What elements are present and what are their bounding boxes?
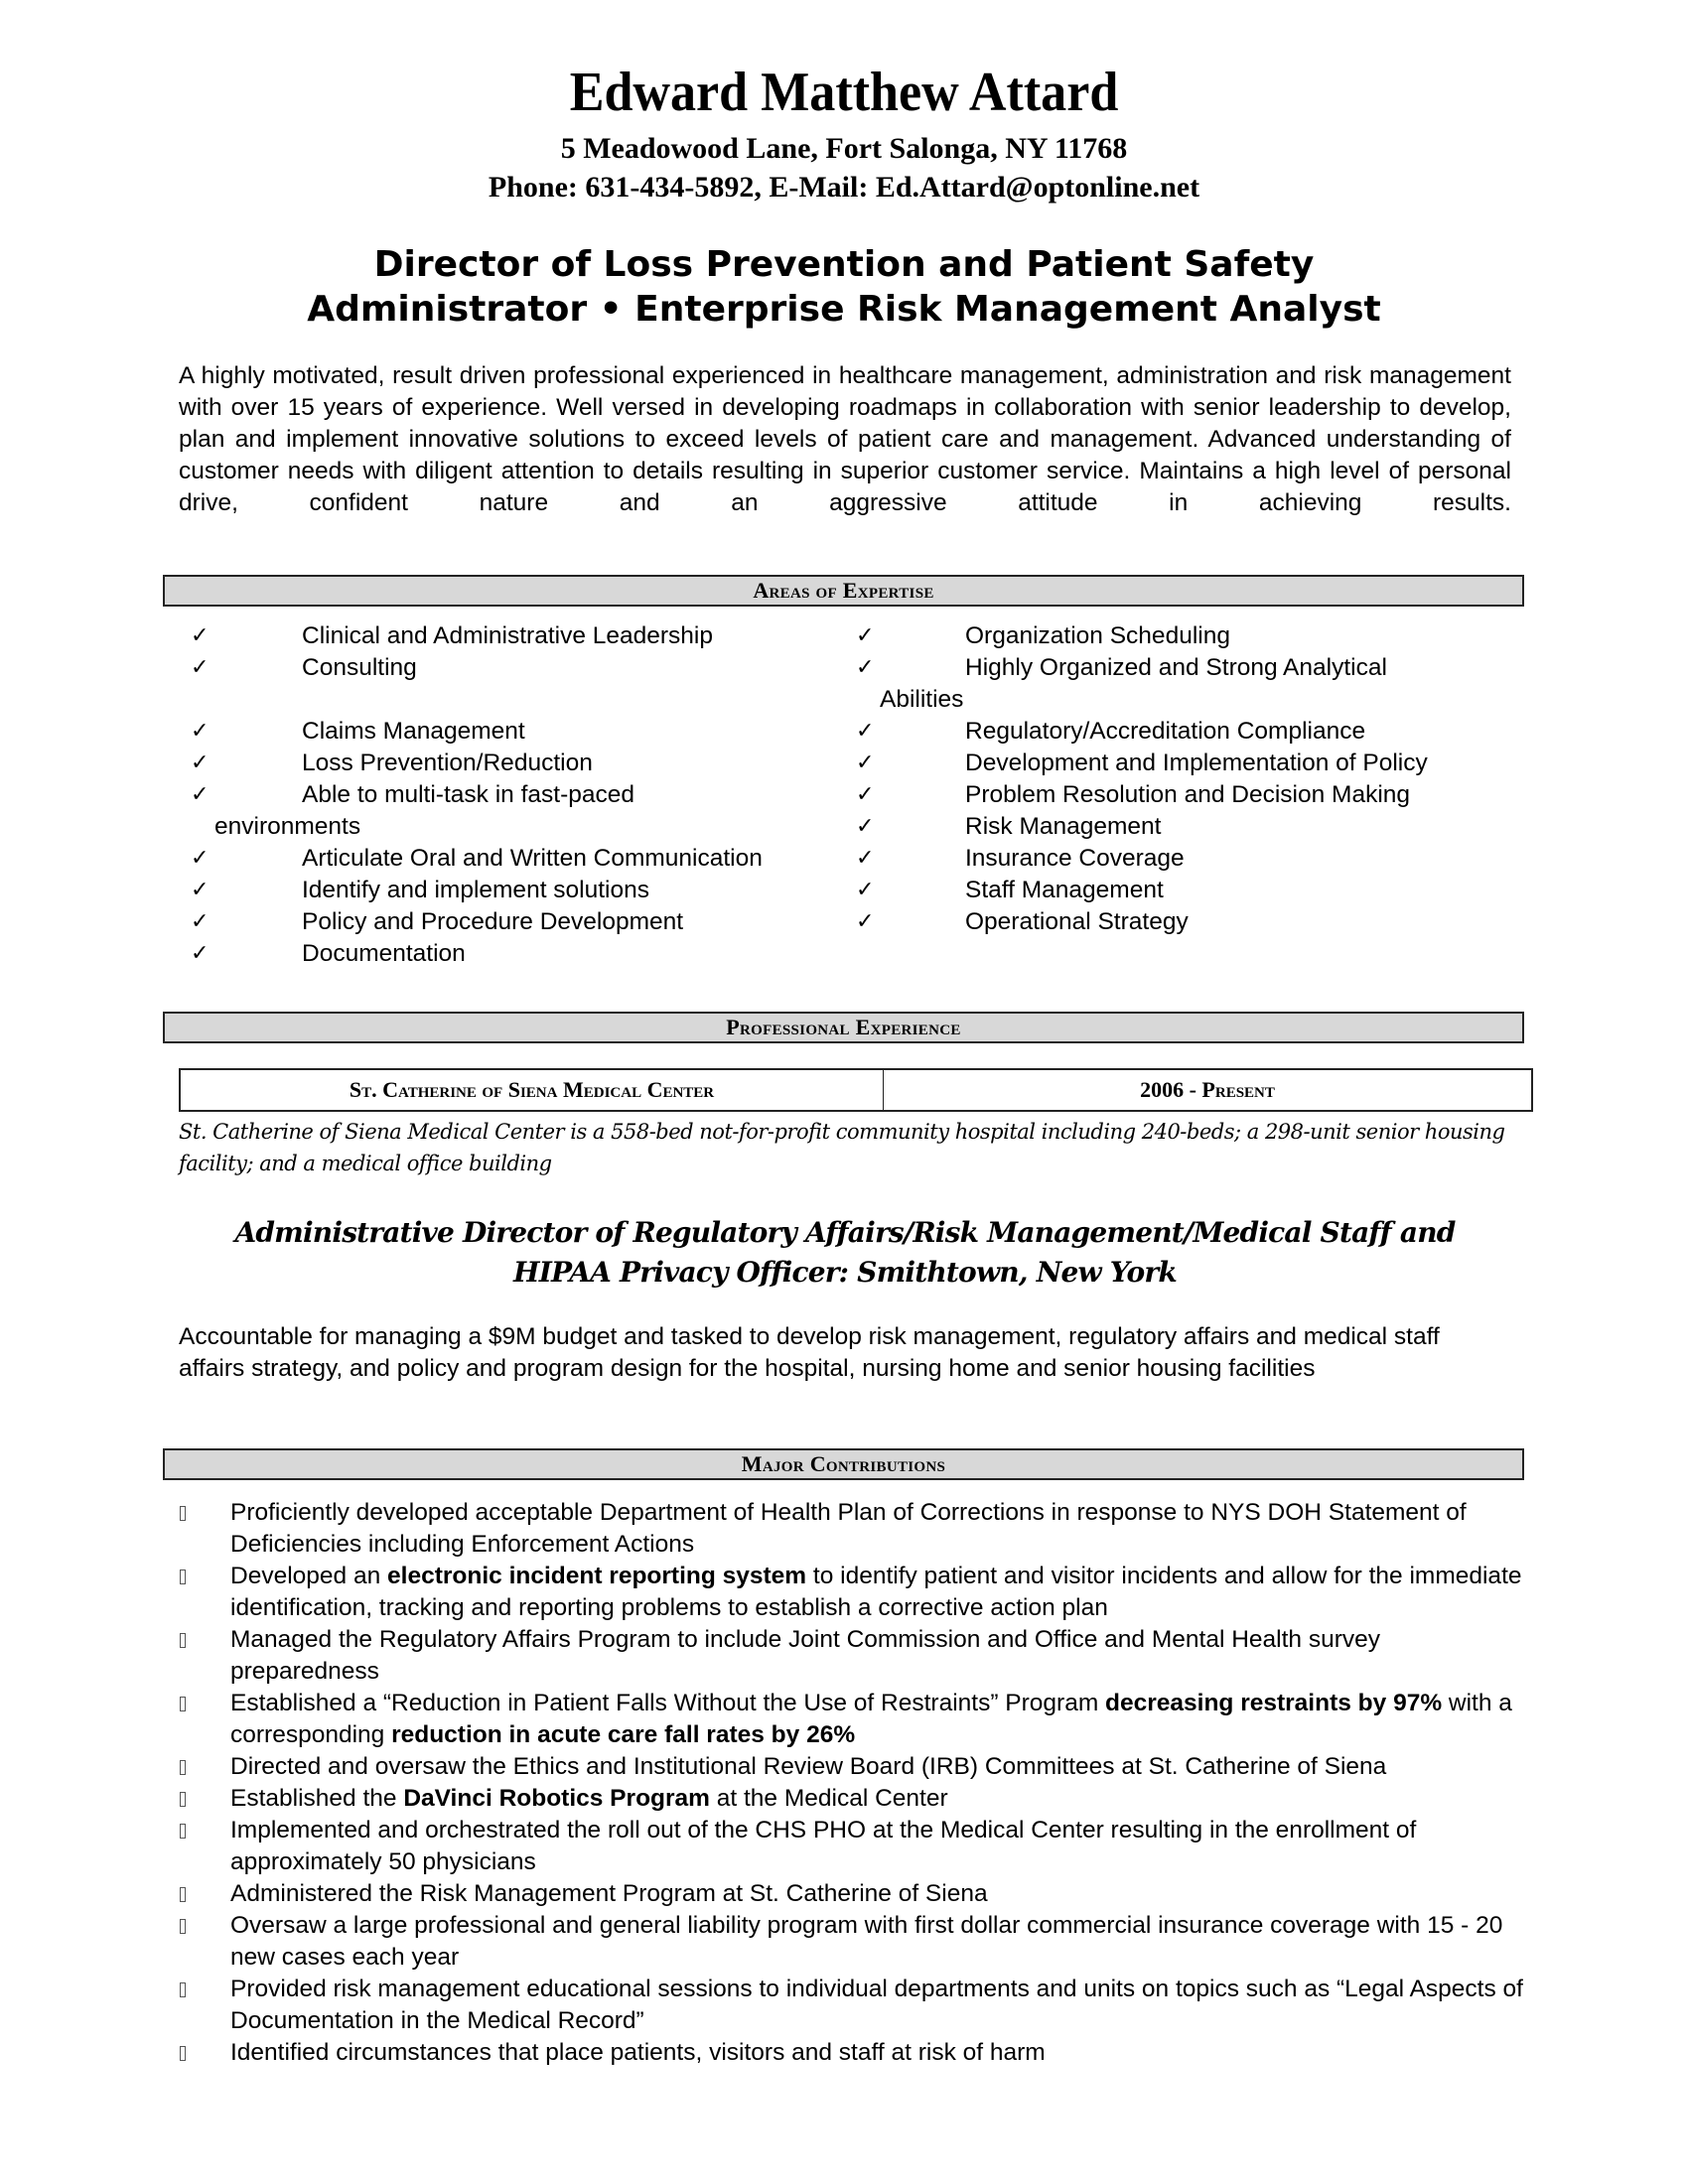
expertise-label: Able to multi-task in fast-paced — [302, 781, 634, 808]
checkmark-icon: ✓ — [191, 878, 210, 902]
contribution-text: Established a “Reduction in Patient Falls Without the Use of Restraints” Program — [230, 1690, 1106, 1716]
checkmark-icon: ✓ — [856, 909, 875, 934]
role-summary: Accountable for managing a $9M budget and tasked to develop risk management, regulatory affairs and medical staff affairs strategy, and policy and program design for the hospital, nursing home and senior housing facilities — [179, 1323, 1440, 1382]
contribution-item — [179, 1624, 1529, 1688]
address: 5 Meadowood Lane, Fort Salonga, NY 11768 — [560, 132, 1128, 165]
expertise-label: Consulting — [302, 654, 417, 681]
role-title-line-2: HIPAA Privacy Officer: Smithtown, New York — [513, 1256, 1177, 1289]
checkmark-icon: ✓ — [191, 782, 210, 807]
contribution-text: Managed the Regulatory Affairs Program to include Joint Commission and Office and Mental Health survey preparedness — [230, 1626, 1380, 1685]
contribution-item — [179, 1878, 1529, 1910]
expertise-item — [842, 652, 1517, 684]
missing-glyph-bullet-icon — [180, 1760, 186, 1775]
contribution-highlight: DaVinci Robotics Program — [403, 1785, 710, 1812]
checkmark-icon: ✓ — [856, 782, 875, 807]
contribution-text: to identify patient and visitor incidents and allow for the immediate identification, tracking and reporting problems to establish a corrective action plan — [230, 1563, 1522, 1621]
section-header-expertise: Areas of Expertise — [163, 575, 1524, 607]
expertise-label: Policy and Procedure Development — [302, 908, 684, 935]
expertise-item — [842, 779, 1517, 811]
contribution-highlight: decreasing restraints by 97% — [1105, 1690, 1443, 1716]
expertise-label-continued: Abilities — [880, 686, 964, 713]
missing-glyph-bullet-icon — [180, 1824, 186, 1839]
missing-glyph-bullet-icon — [180, 1982, 186, 1997]
missing-glyph-bullet-icon — [180, 1633, 186, 1648]
expertise-item — [842, 748, 1517, 779]
checkmark-icon: ✓ — [191, 846, 210, 871]
expertise-label: Problem Resolution and Decision Making — [965, 781, 1411, 808]
expertise-item — [179, 716, 854, 748]
contribution-item — [179, 1497, 1529, 1561]
role-title-line-1: Administrative Director of Regulatory Affairs/Risk Management/Medical Staff and — [234, 1216, 1456, 1249]
missing-glyph-bullet-icon — [180, 2046, 186, 2061]
expertise-item — [179, 875, 854, 906]
checkmark-icon: ✓ — [856, 846, 875, 871]
expertise-label: Operational Strategy — [965, 908, 1189, 935]
expertise-column-left — [179, 620, 854, 970]
checkmark-icon: ✓ — [191, 655, 210, 680]
checkmark-icon: ✓ — [191, 941, 210, 966]
expertise-label: Loss Prevention/Reduction — [302, 750, 593, 776]
expertise-label: Claims Management — [302, 718, 525, 745]
contribution-highlight: electronic incident reporting system — [387, 1563, 807, 1589]
expertise-column-right — [842, 620, 1517, 938]
expertise-item — [179, 938, 854, 970]
expertise-label: Identify and implement solutions — [302, 877, 649, 903]
section-header-contributions: Major Contributions — [163, 1448, 1524, 1480]
candidate-name: Edward Matthew Attard — [569, 62, 1119, 123]
section-header-experience: Professional Experience — [163, 1012, 1524, 1043]
contribution-text: Developed an — [230, 1563, 388, 1589]
contribution-item — [179, 2037, 1529, 2069]
contributions-list — [179, 1497, 1529, 2069]
contribution-text: Administered the Risk Management Program at St. Catherine of Siena — [230, 1880, 988, 1907]
expertise-label: Regulatory/Accreditation Compliance — [965, 718, 1366, 745]
checkmark-icon: ✓ — [191, 751, 210, 775]
checkmark-icon: ✓ — [856, 878, 875, 902]
company-table — [179, 1068, 1533, 1112]
contribution-item — [179, 1688, 1529, 1751]
missing-glyph-bullet-icon — [180, 1570, 186, 1584]
expertise-item — [179, 652, 854, 684]
expertise-label: Development and Implementation of Policy — [965, 750, 1428, 776]
expertise-item — [179, 620, 854, 652]
expertise-label: Articulate Oral and Written Communication — [302, 845, 763, 872]
headline-title-1: Director of Loss Prevention and Patient Safety — [373, 244, 1315, 285]
expertise-item — [842, 811, 1517, 843]
company-name: St. Catherine of Siena Medical Center — [181, 1070, 884, 1110]
expertise-item — [842, 906, 1517, 938]
contribution-item — [179, 1910, 1529, 1974]
expertise-item — [179, 843, 854, 875]
expertise-label: Documentation — [302, 940, 466, 967]
contribution-item — [179, 1974, 1529, 2037]
checkmark-icon: ✓ — [856, 751, 875, 775]
contribution-text: at the Medical Center — [709, 1785, 948, 1812]
checkmark-icon: ✓ — [856, 719, 875, 744]
expertise-label-continued: environments — [214, 813, 361, 840]
employment-dates: 2006 - Present — [1140, 1077, 1275, 1102]
checkmark-icon: ✓ — [856, 623, 875, 648]
professional-summary: A highly motivated, result driven professional experienced in healthcare management, administration and risk management with over 15 years of experience. Well versed in developing roadmaps in collaboration with senior leadership to develop, plan and implement innovative solutions to exceed levels of patient care and management. Advanced understanding of customer needs with diligent attention to details resulting in superior customer service. Maintains a high level of personal drive, confident nature and an aggressive attitude in achieving results. — [179, 362, 1511, 516]
company-description: St. Catherine of Siena Medical Center is a 558-bed not-for-profit community hospital including 240-beds; a 298-unit senior housing facility; and a medical office building — [179, 1120, 1505, 1175]
expertise-item — [179, 748, 854, 779]
expertise-label: Risk Management — [965, 813, 1162, 840]
expertise-item — [842, 875, 1517, 906]
role-title — [179, 1213, 1511, 1293]
contribution-item — [179, 1751, 1529, 1783]
contribution-text: Oversaw a large professional and general liability program with first dollar commercial insurance coverage with 15 - 20 new cases each year — [230, 1912, 1503, 1971]
expertise-item — [842, 620, 1517, 652]
expertise-item — [842, 716, 1517, 748]
expertise-label: Insurance Coverage — [965, 845, 1185, 872]
headline-title-2: Administrator • Enterprise Risk Management Analyst — [307, 289, 1381, 330]
checkmark-icon: ✓ — [191, 623, 210, 648]
expertise-label: Organization Scheduling — [965, 622, 1230, 649]
contribution-text: Established the — [230, 1785, 404, 1812]
missing-glyph-bullet-icon — [180, 1697, 186, 1711]
contribution-text: Implemented and orchestrated the roll out of the CHS PHO at the Medical Center resulting in the enrollment of approximately 50 physicians — [230, 1817, 1417, 1875]
expertise-item — [179, 684, 854, 716]
expertise-label: Staff Management — [965, 877, 1164, 903]
expertise-item — [842, 843, 1517, 875]
expertise-item — [179, 779, 854, 811]
contribution-text: Identified circumstances that place patients, visitors and staff at risk of harm — [230, 2039, 1046, 2066]
checkmark-icon: ✓ — [191, 719, 210, 744]
expertise-item — [179, 906, 854, 938]
expertise-label: Highly Organized and Strong Analytical — [965, 654, 1387, 681]
expertise-label: Clinical and Administrative Leadership — [302, 622, 713, 649]
contribution-text: Provided risk management educational sessions to individual departments and units on topics such as “Legal Aspects of Documentation in the Medical Record” — [230, 1976, 1523, 2034]
contribution-text: with a corresponding — [230, 1690, 1512, 1748]
missing-glyph-bullet-icon — [180, 1792, 186, 1807]
contribution-text: Proficiently developed acceptable Department of Health Plan of Corrections in response to NYS DOH Statement of Deficiencies including Enforcement Actions — [230, 1499, 1467, 1558]
contribution-highlight: reduction in acute care fall rates by 26% — [391, 1721, 856, 1748]
missing-glyph-bullet-icon — [180, 1887, 186, 1902]
missing-glyph-bullet-icon — [180, 1919, 186, 1934]
contribution-item — [179, 1561, 1529, 1624]
checkmark-icon: ✓ — [856, 814, 875, 839]
phone-email: Phone: 631-434-5892, E-Mail: Ed.Attard@optonline.net — [488, 171, 1200, 204]
contribution-text: Directed and oversaw the Ethics and Institutional Review Board (IRB) Committees at St. Catherine of Siena — [230, 1753, 1387, 1780]
contribution-item — [179, 1783, 1529, 1815]
missing-glyph-bullet-icon — [180, 1506, 186, 1521]
contribution-item — [179, 1815, 1529, 1878]
checkmark-icon: ✓ — [191, 909, 210, 934]
checkmark-icon: ✓ — [856, 655, 875, 680]
